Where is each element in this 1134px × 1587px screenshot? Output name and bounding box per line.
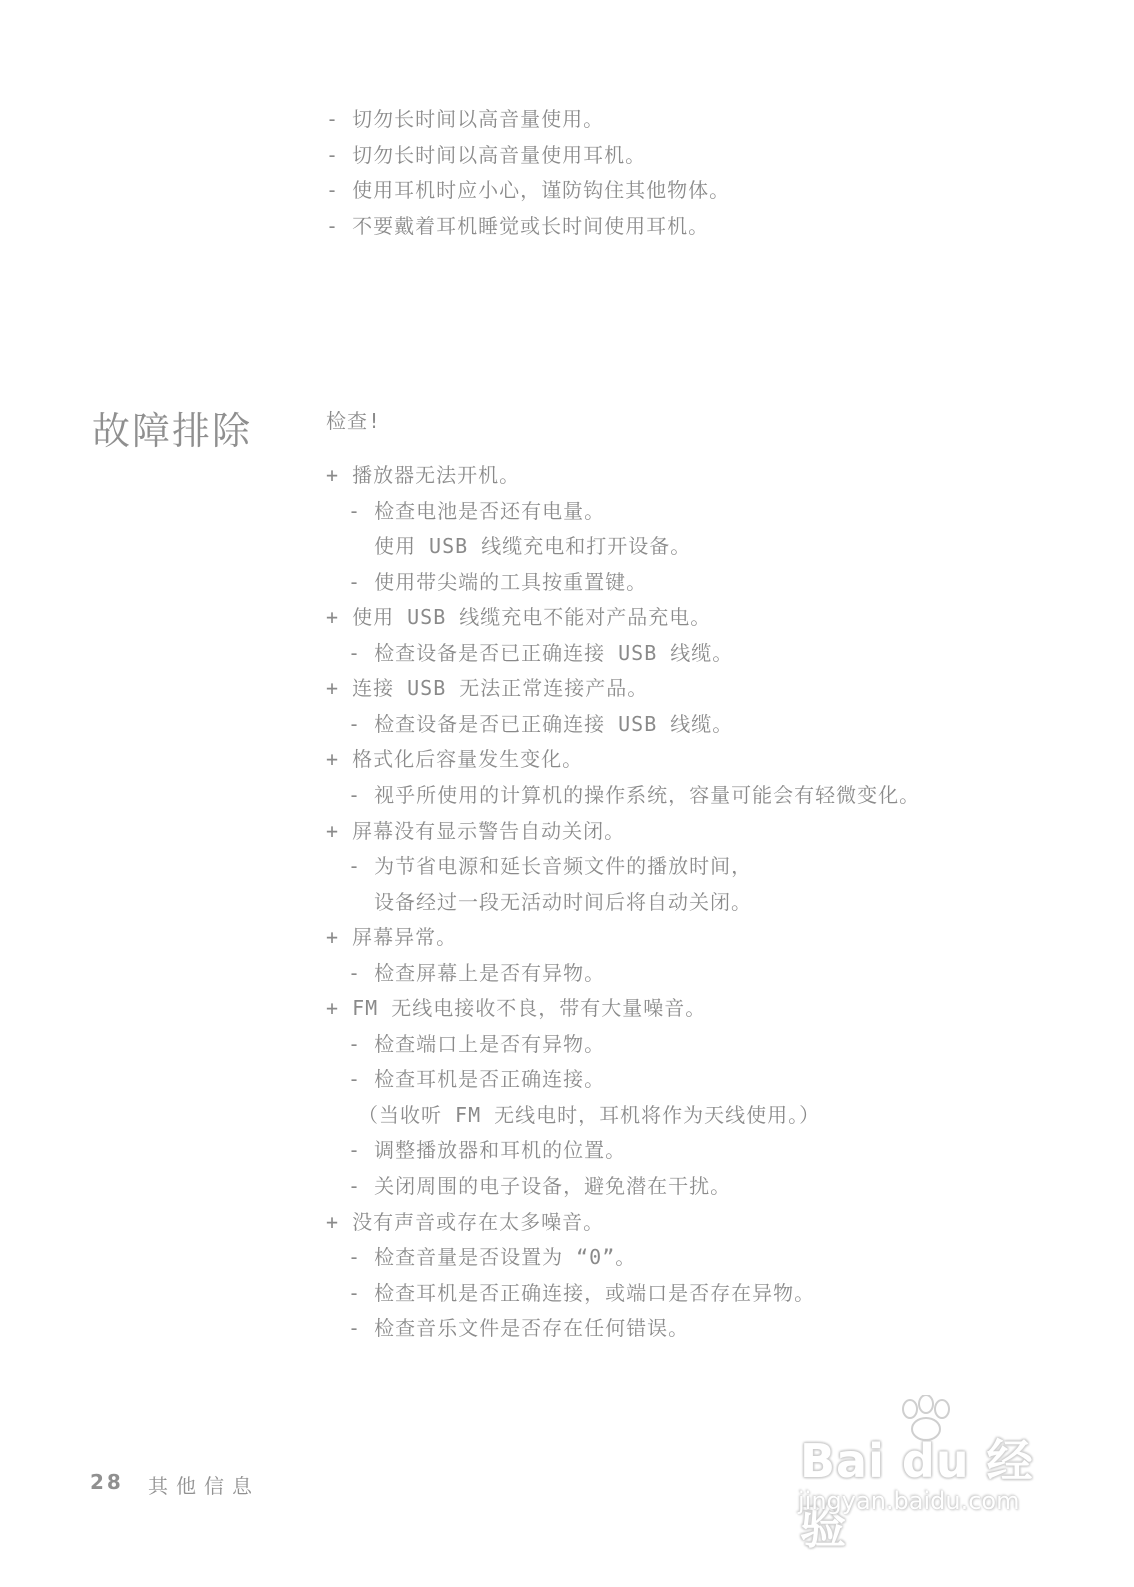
troubleshooting-line: + 屏幕异常。 bbox=[326, 925, 458, 949]
troubleshooting-line: - 检查音乐文件是否存在任何错误。 bbox=[348, 1316, 690, 1340]
troubleshooting-line: - 调整播放器和耳机的位置。 bbox=[348, 1138, 627, 1162]
troubleshooting-line: + 使用 USB 线缆充电不能对产品充电。 bbox=[326, 605, 712, 629]
troubleshooting-line: + 没有声音或存在太多噪音。 bbox=[326, 1210, 605, 1234]
troubleshooting-line: - 关闭周围的电子设备，避免潜在干扰。 bbox=[348, 1174, 732, 1198]
footer-section-label: 其他信息 bbox=[148, 1474, 260, 1498]
troubleshooting-line: 设备经过一段无活动时间后将自动关闭。 bbox=[374, 890, 752, 914]
watermark-url: jingyan.baidu.com bbox=[798, 1487, 1020, 1515]
troubleshooting-line: + 屏幕没有显示警告自动关闭。 bbox=[326, 819, 626, 843]
watermark-brand: Bai du 经验 bbox=[800, 1434, 1034, 1554]
safety-item: - 使用耳机时应小心，谨防钩住其他物体。 bbox=[326, 178, 731, 202]
troubleshooting-line: - 检查电池是否还有电量。 bbox=[348, 499, 606, 523]
troubleshooting-line: - 视乎所使用的计算机的操作系统，容量可能会有轻微变化。 bbox=[348, 783, 921, 807]
troubleshooting-line: - 检查音量是否设置为 “0”。 bbox=[348, 1245, 637, 1269]
page-number: 28 bbox=[90, 1470, 124, 1494]
safety-item: - 切勿长时间以高音量使用。 bbox=[326, 107, 605, 131]
troubleshooting-line: + 格式化后容量发生变化。 bbox=[326, 747, 584, 771]
troubleshooting-line: - 为节省电源和延长音频文件的播放时间， bbox=[348, 854, 753, 878]
troubleshooting-line: - 检查端口上是否有异物。 bbox=[348, 1032, 606, 1056]
safety-item: - 切勿长时间以高音量使用耳机。 bbox=[326, 143, 647, 167]
troubleshooting-line: - 检查设备是否已正确连接 USB 线缆。 bbox=[348, 712, 734, 736]
section-title: 故障排除 bbox=[92, 409, 253, 453]
troubleshooting-line: （当收听 FM 无线电时，耳机将作为天线使用。） bbox=[358, 1103, 821, 1127]
safety-item: - 不要戴着耳机睡觉或长时间使用耳机。 bbox=[326, 214, 710, 238]
troubleshooting-line: + 播放器无法开机。 bbox=[326, 463, 521, 487]
troubleshooting-line: - 检查耳机是否正确连接，或端口是否存在异物。 bbox=[348, 1281, 816, 1305]
troubleshooting-line: - 检查设备是否已正确连接 USB 线缆。 bbox=[348, 641, 734, 665]
troubleshooting-line: - 检查耳机是否正确连接。 bbox=[348, 1067, 606, 1091]
troubleshooting-line: - 使用带尖端的工具按重置键。 bbox=[348, 570, 648, 594]
troubleshooting-line: - 检查屏幕上是否有异物。 bbox=[348, 961, 606, 985]
troubleshooting-line: 使用 USB 线缆充电和打开设备。 bbox=[374, 534, 692, 558]
check-label: 检查! bbox=[326, 409, 382, 433]
troubleshooting-line: + 连接 USB 无法正常连接产品。 bbox=[326, 676, 649, 700]
troubleshooting-line: + FM 无线电接收不良，带有大量噪音。 bbox=[326, 996, 707, 1020]
watermark bbox=[790, 1395, 1080, 1554]
